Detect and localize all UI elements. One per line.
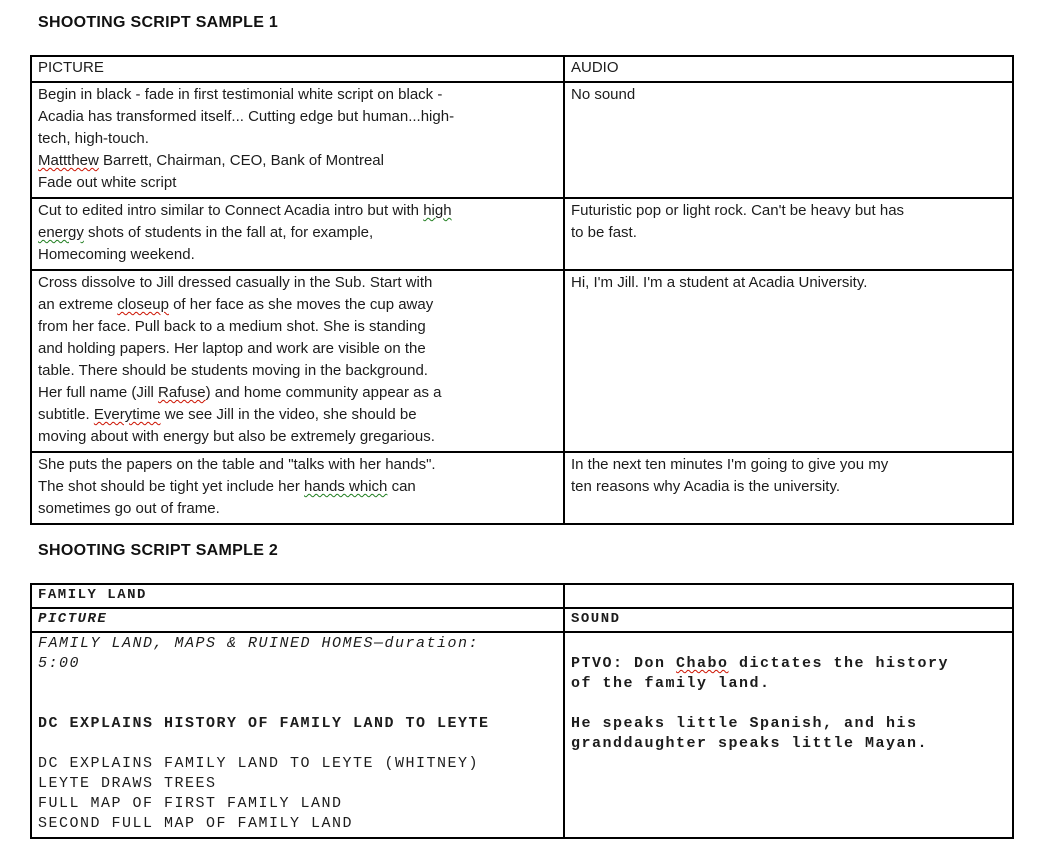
text-line (38, 714, 557, 734)
text-line (38, 694, 557, 714)
sample1-row1-audio-cell (564, 82, 1013, 198)
text-segment: Fade out white script (38, 174, 177, 191)
text-segment: shots of students in the fall at, for example, (83, 224, 374, 241)
misspelled-word: Chabo (676, 655, 729, 672)
sample1-row2-picture-cell (31, 198, 564, 270)
misspelled-word: Everytime (93, 406, 161, 423)
text-segment: LEYTE DRAWS TREES (38, 775, 217, 792)
text-line (38, 360, 557, 382)
misspelled-word: closeup (117, 296, 169, 313)
sample1-row1-picture-cell (31, 82, 564, 198)
text-segment: tech, high-touch. (38, 130, 149, 147)
text-segment: granddaughter speaks little Mayan. (571, 735, 929, 752)
sample1-row-1 (31, 82, 1013, 198)
text-line (38, 498, 557, 520)
text-line (38, 774, 557, 794)
text-segment: dictates the history (728, 655, 950, 672)
sample2-content-row (31, 632, 1013, 838)
text-line (571, 84, 1006, 106)
text-segment: Homecoming weekend. (38, 246, 195, 263)
grammar-flagged-phrase: energy (38, 224, 84, 241)
text-segment: DC EXPLAINS FAMILY LAND TO LEYTE (WHITNEY) (38, 755, 480, 772)
text-segment: Cut to edited intro similar to Connect Acadia intro but with (38, 202, 424, 219)
sample1-row4-audio-cell (564, 452, 1013, 524)
text-line (38, 222, 557, 244)
text-segment: Futuristic pop or light rock. Can't be heavy but has (571, 202, 905, 219)
sample1-row2-audio-cell (564, 198, 1013, 270)
text-line (38, 476, 557, 498)
text-line (38, 244, 557, 266)
text-line (38, 404, 557, 426)
text-segment: 5:00 (38, 655, 81, 672)
text-line (38, 200, 557, 222)
text-segment: No sound (571, 86, 636, 103)
text-line (38, 172, 557, 194)
text-line (571, 694, 1006, 714)
text-segment: ten reasons why Acadia is the university. (571, 478, 841, 495)
text-line (38, 294, 557, 316)
text-segment: we see Jill in the video, she should be (160, 406, 417, 423)
text-segment: subtitle. (38, 406, 94, 423)
sample1-row-2 (31, 198, 1013, 270)
text-line (571, 734, 1006, 754)
text-line (38, 814, 557, 834)
text-line (38, 734, 557, 754)
sample2-title: SHOOTING SCRIPT SAMPLE 2 (38, 542, 279, 559)
text-segment: from her face. Pull back to a medium shot. She is standing (38, 318, 426, 335)
text-segment: Barrett, Chairman, CEO, Bank of Montreal (98, 152, 384, 169)
sample2-banner-cell: FAMILY LAND (31, 584, 564, 608)
text-segment: to be fast. (571, 224, 637, 241)
sample2-banner-row (31, 584, 1013, 608)
text-segment: PTVO: Don (571, 655, 677, 672)
text-segment: an extreme (38, 296, 118, 313)
text-segment: Cross dissolve to Jill dressed casually in the Sub. Start with (38, 274, 433, 291)
text-line (38, 338, 557, 360)
text-segment: table. There should be students moving in the background. (38, 362, 428, 379)
text-line (38, 84, 557, 106)
text-segment: ) and home community appear as a (205, 384, 442, 401)
sample2-table (30, 583, 1014, 839)
text-line (38, 654, 557, 674)
text-segment: She puts the papers on the table and "talks with her hands". (38, 456, 436, 473)
text-segment: He speaks little Spanish, and his (571, 715, 918, 732)
sample2-picture-header: PICTURE (31, 608, 564, 632)
grammar-flagged-phrase: high (423, 202, 452, 219)
text-segment: SECOND FULL MAP OF FAMILY LAND (38, 815, 354, 832)
sample2-sound-header: SOUND (564, 608, 1013, 632)
text-line (571, 222, 1006, 244)
text-segment: FULL MAP OF FIRST FAMILY LAND (38, 795, 343, 812)
grammar-flagged-phrase: hands which (304, 478, 388, 495)
text-segment: sometimes go out of frame. (38, 500, 220, 517)
sample2-header-row (31, 608, 1013, 632)
sample2-sound-cell (564, 632, 1013, 838)
text-line (38, 272, 557, 294)
text-line (38, 794, 557, 814)
text-line (571, 714, 1006, 734)
sample1-row-4 (31, 452, 1013, 524)
text-segment: and holding papers. Her laptop and work are visible on the (38, 340, 426, 357)
text-segment: DC EXPLAINS HISTORY OF FAMILY LAND TO LEYTE (38, 715, 490, 732)
text-segment: Begin in black - fade in first testimonial white script on black - (38, 86, 443, 103)
text-segment: FAMILY LAND, MAPS & RUINED HOMES—duration: (38, 635, 480, 652)
text-line (38, 150, 557, 172)
text-segment: moving about with energy but also be extremely gregarious. (38, 428, 435, 445)
sample2-banner-empty-cell (564, 584, 1013, 608)
text-segment: In the next ten minutes I'm going to give you my (571, 456, 889, 473)
sample1-picture-header: PICTURE (31, 56, 564, 82)
sample1-row-3 (31, 270, 1013, 452)
text-segment: Her full name (Jill (38, 384, 159, 401)
sample1-header-row (31, 56, 1013, 82)
text-line (38, 454, 557, 476)
text-line (571, 674, 1006, 694)
sample1-row3-picture-cell (31, 270, 564, 452)
text-segment: can (387, 478, 416, 495)
sample1-title: SHOOTING SCRIPT SAMPLE 1 (38, 14, 279, 31)
sample1-audio-header: AUDIO (564, 56, 1013, 82)
text-segment: of the family land. (571, 675, 771, 692)
text-segment: Acadia has transformed itself... Cutting edge but human...high- (38, 108, 455, 125)
text-line (38, 674, 557, 694)
text-line (571, 272, 1006, 294)
sample1-row4-picture-cell (31, 452, 564, 524)
misspelled-word: Mattthew (38, 152, 99, 169)
text-segment: of her face as she moves the cup away (168, 296, 434, 313)
text-line (38, 316, 557, 338)
text-line (38, 128, 557, 150)
text-line (571, 654, 1006, 674)
text-segment: The shot should be tight yet include her (38, 478, 305, 495)
misspelled-word: Rafuse (158, 384, 206, 401)
text-line (38, 426, 557, 448)
text-line (571, 634, 1006, 654)
text-line (571, 200, 1006, 222)
text-line (38, 754, 557, 774)
text-line (571, 454, 1006, 476)
sample1-row3-audio-cell (564, 270, 1013, 452)
text-line (571, 476, 1006, 498)
sample2-picture-cell (31, 632, 564, 838)
text-line (38, 634, 557, 654)
text-line (38, 382, 557, 404)
text-line (38, 106, 557, 128)
sample1-table (30, 55, 1014, 525)
text-segment: Hi, I'm Jill. I'm a student at Acadia University. (571, 274, 868, 291)
